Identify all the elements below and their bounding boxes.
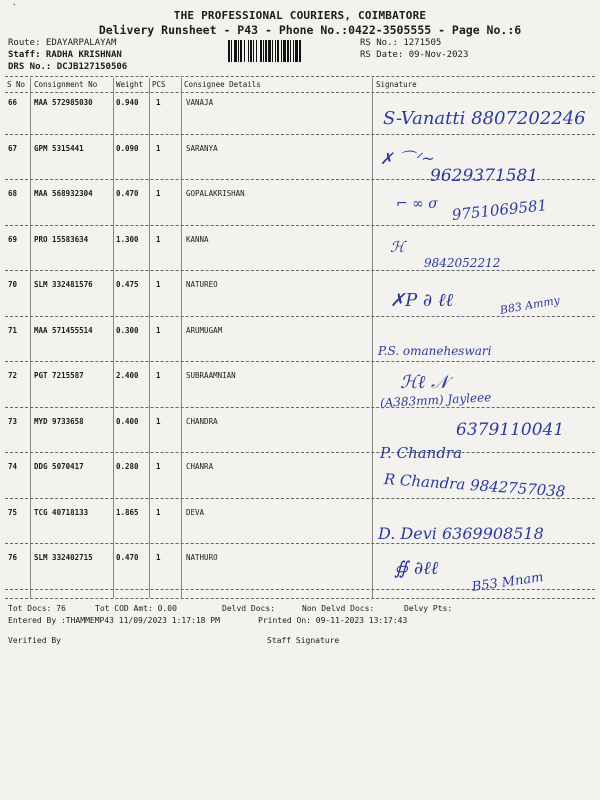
table-header-rule bbox=[5, 92, 595, 93]
row-cell-cons: SLM 332481576 bbox=[34, 280, 93, 289]
row-cell-cons: MAA 571455514 bbox=[34, 325, 93, 335]
col-divider bbox=[181, 78, 182, 598]
delivered-docs: Delvd Docs: bbox=[222, 604, 275, 613]
col-header-consignment: Consignment No bbox=[34, 80, 98, 89]
row-divider bbox=[5, 498, 595, 499]
row-cell-weight: 0.400 bbox=[116, 416, 139, 426]
row-cell-cons: MYD 9733658 bbox=[34, 416, 84, 426]
row-cell-weight: 0.300 bbox=[116, 325, 139, 335]
row-cell-pcs: 1 bbox=[156, 371, 161, 380]
row-cell-weight: 0.280 bbox=[116, 462, 139, 471]
row-divider bbox=[5, 270, 595, 271]
company-title: THE PROFESSIONAL COURIERS, COIMBATORE bbox=[173, 9, 427, 22]
row-divider bbox=[5, 361, 595, 362]
signature-handwriting: 9751069581 bbox=[451, 196, 548, 224]
signature-handwriting: P. Chandra bbox=[380, 444, 463, 462]
row-cell-sno: 75 bbox=[8, 507, 18, 517]
signature-handwriting: 9629371581 bbox=[430, 166, 539, 186]
row-cell-name: KANNA bbox=[186, 234, 209, 244]
signature-scribble: ∯ ∂ℓℓ bbox=[394, 558, 439, 579]
col-divider bbox=[149, 78, 150, 598]
row-cell-pcs: 1 bbox=[156, 462, 161, 471]
col-header-weight: Weight bbox=[116, 80, 144, 89]
row-cell-cons: MAA 572985030 bbox=[34, 98, 93, 107]
delivery-points: Delvy Pts: bbox=[404, 604, 453, 613]
corner-mark: ` bbox=[12, 4, 18, 14]
col-header-pcs: PCS bbox=[152, 80, 166, 89]
row-cell-cons: SLM 332402715 bbox=[34, 553, 93, 562]
entered-by: Entered By :THAMMEMP43 11/09/2023 1:17:18 PM bbox=[8, 616, 220, 625]
row-cell-name: GOPALAKRISHAN bbox=[186, 189, 245, 198]
row-cell-name: CHANDRA bbox=[186, 416, 218, 426]
runsheet-subtitle: Delivery Runsheet - P43 - Phone No.:0422-3505555 - Page No.:6 bbox=[98, 23, 522, 37]
row-cell-pcs: 1 bbox=[156, 416, 161, 426]
row-cell-cons: TCG 40718133 bbox=[34, 507, 89, 517]
row-divider bbox=[5, 452, 595, 453]
row-cell-cons: PRO 15583634 bbox=[34, 234, 89, 244]
col-divider bbox=[113, 78, 114, 598]
row-cell-weight: 0.940 bbox=[116, 98, 139, 107]
row-cell-name: DEVA bbox=[186, 507, 205, 517]
row-cell-sno: 73 bbox=[8, 416, 18, 426]
row-cell-pcs: 1 bbox=[156, 98, 161, 107]
row-cell-weight: 0.470 bbox=[116, 553, 139, 562]
row-cell-pcs: 1 bbox=[156, 325, 161, 335]
row-divider bbox=[5, 407, 595, 408]
route-text: Route: EDAYARPALAYAM bbox=[8, 38, 117, 48]
signature-scribble: ℋ bbox=[390, 238, 405, 256]
col-header-consignee: Consignee Details bbox=[184, 80, 261, 89]
row-cell-sno: 68 bbox=[8, 189, 18, 198]
signature-handwriting: P.S. omaneheswari bbox=[378, 344, 492, 358]
signature-scribble: ℋℓ 𝒩 bbox=[400, 372, 449, 393]
row-cell-cons: DDG 5070417 bbox=[34, 462, 84, 471]
signature-handwriting: 6379110041 bbox=[456, 420, 565, 440]
row-cell-pcs: 1 bbox=[156, 280, 161, 289]
row-cell-cons: GPM 5315441 bbox=[34, 143, 84, 153]
row-divider bbox=[5, 134, 595, 135]
col-header-sno: S No bbox=[7, 80, 26, 89]
row-cell-name: SUBRAAMNIAN bbox=[186, 371, 236, 380]
signature-handwriting: 9842052212 bbox=[424, 256, 501, 270]
staff-signature-label: Staff Signature bbox=[267, 636, 340, 645]
row-cell-pcs: 1 bbox=[156, 234, 161, 244]
signature-scribble: ✗ ⌒ᐟ~ bbox=[380, 149, 435, 168]
signature-handwriting: S-Vanatti 8807202246 bbox=[383, 108, 586, 129]
barcode-bar bbox=[301, 40, 302, 62]
row-cell-weight: 0.475 bbox=[116, 280, 139, 289]
total-docs: Tot Docs: 76 bbox=[8, 604, 66, 613]
row-cell-name: SARANYA bbox=[186, 143, 218, 153]
rs-date: RS Date: 09-Nov-2023 bbox=[360, 50, 469, 60]
signature-scribble: ⌐ ∞ σ bbox=[396, 196, 438, 212]
non-delivered-docs: Non Delvd Docs: bbox=[302, 604, 375, 613]
row-cell-pcs: 1 bbox=[156, 553, 161, 562]
printed-on: Printed On: 09-11-2023 13:17:43 bbox=[258, 616, 408, 625]
row-cell-cons: MAA 568932304 bbox=[34, 189, 93, 198]
row-divider bbox=[5, 225, 595, 226]
row-cell-sno: 76 bbox=[8, 553, 18, 562]
signature-handwriting: B53 Mnam bbox=[470, 570, 545, 595]
row-divider bbox=[5, 543, 595, 544]
signature-handwriting: D. Devi 6369908518 bbox=[378, 524, 544, 543]
rs-number: RS No.: 1271505 bbox=[360, 38, 442, 48]
row-cell-name: ARUMUGAM bbox=[186, 325, 223, 335]
staff-text: Staff: RADHA KRISHNAN bbox=[8, 50, 122, 60]
row-cell-weight: 1.300 bbox=[116, 234, 139, 244]
signature-scribble: ✗P ∂ ℓℓ bbox=[390, 290, 453, 311]
col-header-signature: Signature bbox=[376, 80, 417, 89]
signature-handwriting: R Chandra 9842757038 bbox=[383, 470, 566, 501]
row-cell-sno: 66 bbox=[8, 98, 18, 107]
row-cell-name: CHANRA bbox=[186, 462, 214, 471]
row-cell-weight: 0.470 bbox=[116, 189, 139, 198]
col-divider bbox=[372, 78, 373, 598]
row-cell-name: NATUREO bbox=[186, 280, 218, 289]
row-cell-pcs: 1 bbox=[156, 507, 161, 517]
row-cell-sno: 67 bbox=[8, 143, 18, 153]
table-bottom-rule bbox=[5, 598, 595, 599]
row-cell-sno: 71 bbox=[8, 325, 18, 335]
col-divider bbox=[30, 78, 31, 598]
row-cell-weight: 0.090 bbox=[116, 143, 139, 153]
barcode bbox=[228, 40, 352, 62]
drs-text: DRS No.: DCJB127150506 bbox=[8, 62, 128, 72]
row-cell-weight: 1.865 bbox=[116, 507, 139, 517]
verified-by: Verified By bbox=[8, 636, 61, 645]
signature-handwriting: (A383mm) Jayleee bbox=[379, 390, 492, 410]
row-cell-sno: 74 bbox=[8, 462, 18, 471]
row-cell-sno: 72 bbox=[8, 371, 18, 380]
signature-handwriting: B83 Ammy bbox=[498, 293, 561, 317]
table-top-rule bbox=[5, 76, 595, 77]
row-cell-sno: 70 bbox=[8, 280, 18, 289]
total-cod: Tot COD Amt: 0.00 bbox=[95, 604, 177, 613]
row-cell-sno: 69 bbox=[8, 234, 18, 244]
row-cell-name: VANAJA bbox=[186, 98, 214, 107]
row-cell-weight: 2.400 bbox=[116, 371, 139, 380]
row-cell-pcs: 1 bbox=[156, 189, 161, 198]
row-cell-name: NATHURO bbox=[186, 553, 218, 562]
row-cell-pcs: 1 bbox=[156, 143, 161, 153]
row-cell-cons: PGT 7215587 bbox=[34, 371, 84, 380]
